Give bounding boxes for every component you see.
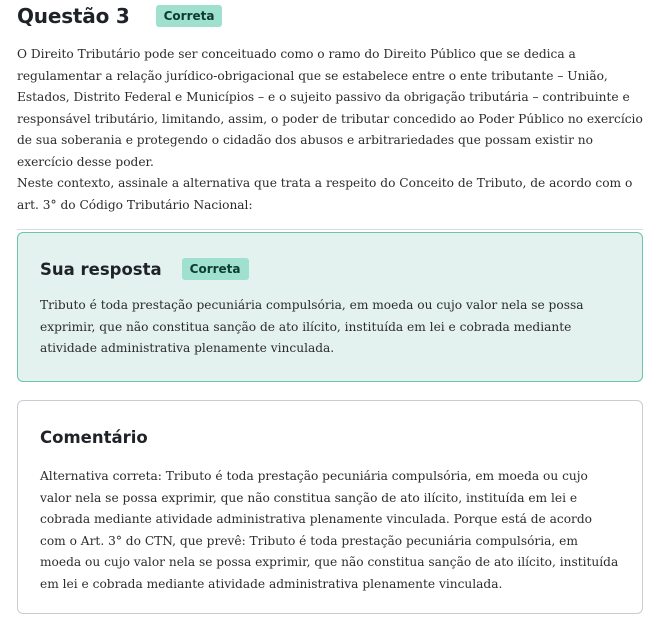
- question-page: [17, 0, 643, 591]
- answer-text: Tributo é toda prestação pecuniária compulsória, em moeda ou cujo valor nela se possa exprimir, que não constitua sanção de ato ilícito, instituída em lei e cobrada mediante atividade administrativa plenamente vinculada.: [40, 298, 584, 355]
- question-statement: [17, 44, 643, 216]
- comment-card-header: [40, 423, 620, 451]
- divider: [17, 229, 643, 230]
- question-header: [17, 0, 643, 32]
- status-badge: Correta: [156, 5, 223, 27]
- answer-title: Sua resposta: [40, 259, 162, 279]
- answer-card: [17, 232, 643, 382]
- comment-title: Comentário: [40, 427, 148, 447]
- question-paragraph: O Direito Tributário pode ser conceituado como o ramo do Direito Público que se dedica a regulamentar a relação jurídico-obrigacional que se estabelece entre o ente tributante – União, Estados, Distrito Federal e Municípios – e o sujeito passivo da obrigação tributária – contribuinte e responsável tributário, limitando, assim, o poder de tributar concedido ao Poder Público no exercício de sua soberania e protegendo o cidadão dos abusos e arbitrariedades que possam existir no exercício desse poder.: [17, 47, 643, 169]
- question-prompt: Neste contexto, assinale a alternativa que trata a respeito do Conceito de Tributo, de acordo com o art. 3° do Código Tributário Nacional:: [17, 176, 633, 212]
- answer-status-badge: Correta: [182, 258, 249, 280]
- answer-card-header: [40, 255, 620, 283]
- comment-card: [17, 400, 643, 614]
- comment-text: Alternativa correta: Tributo é toda prestação pecuniária compulsória, em moeda ou cujo valor nela se possa exprimir, que não constitua sanção de ato ilícito, instituída em lei e cobrada mediante atividade administrativa plenamente vinculada. Porque está de acordo com o Art. 3° do CTN, que prevê: Tributo é toda prestação pecuniária compulsória, em moeda ou cujo valor nela se possa exprimir, que não constitua sanção de ato ilícito, instituída em lei e cobrada mediante atividade administrativa plenamente vinculada.: [40, 469, 619, 591]
- question-title: Questão 3: [17, 4, 130, 28]
